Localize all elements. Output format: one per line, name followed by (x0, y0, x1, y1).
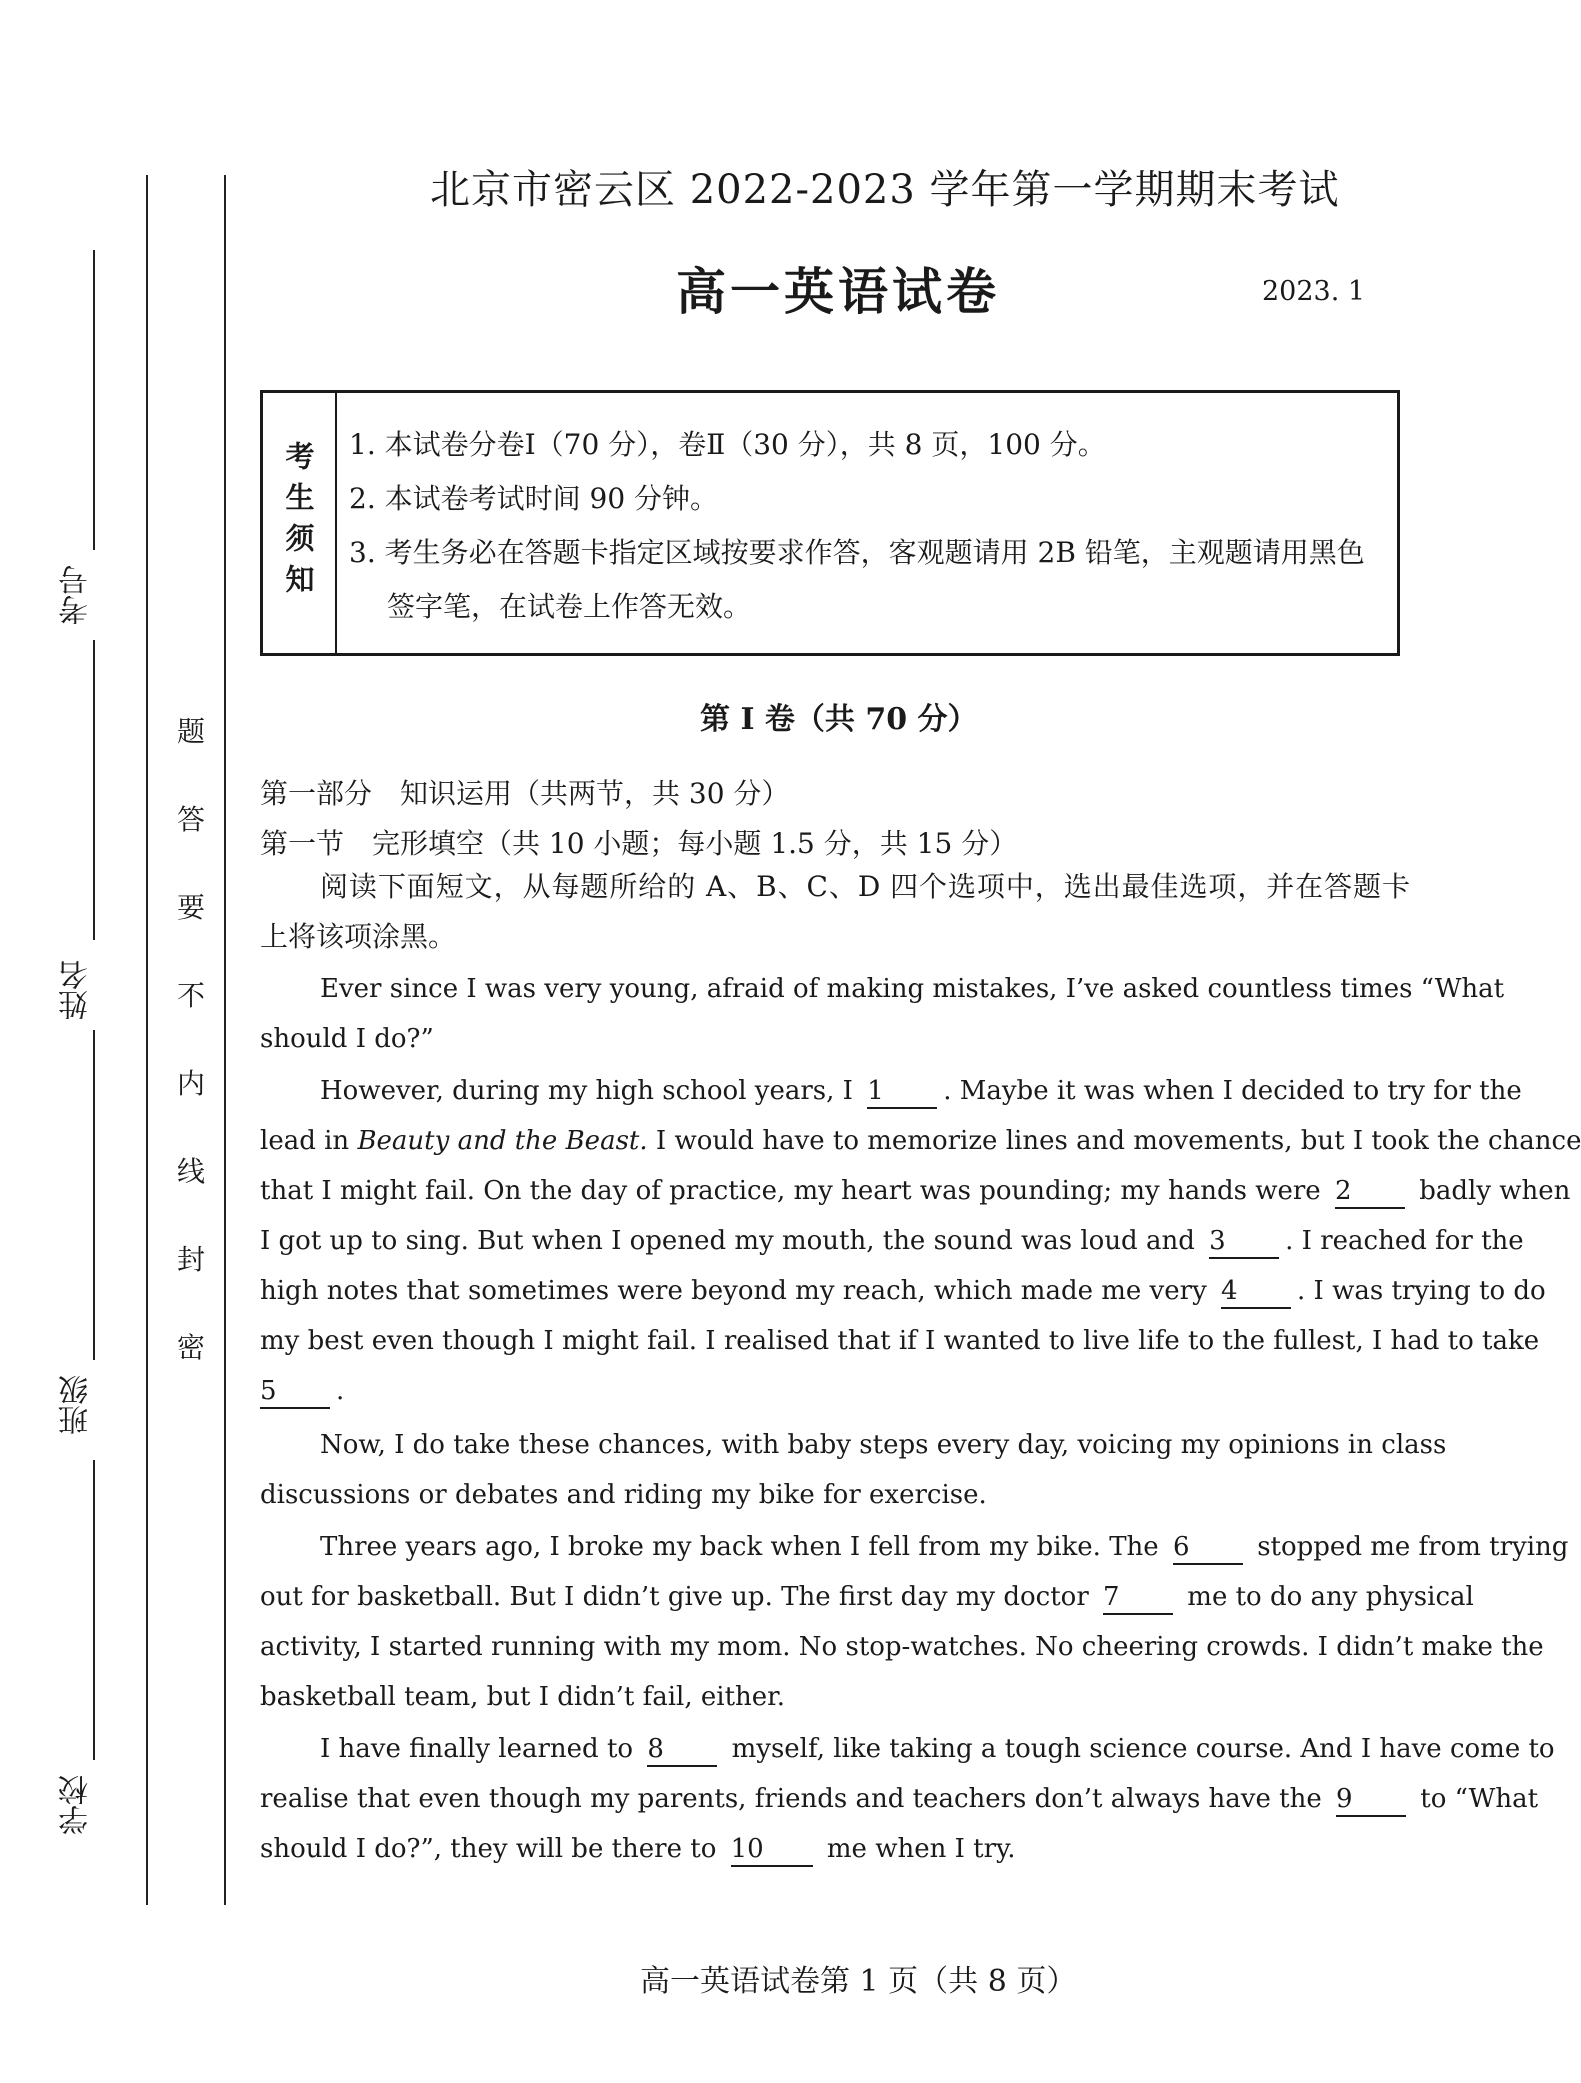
page-footer: 高一英语试卷第 1 页（共 8 页） (640, 1964, 1077, 1999)
text-line (260, 1116, 1581, 1166)
seal-char: 线 (177, 1155, 206, 1188)
text-line: Ever since I was very young, afraid of making mistakes, I’ve asked countless times “What (320, 974, 1505, 1004)
class-label: 班级 (59, 1375, 94, 1435)
blank-10[interactable]: 10 (731, 1833, 813, 1867)
blank-6[interactable]: 6 (1173, 1531, 1243, 1565)
text-segment: I have finally learned to (320, 1734, 634, 1764)
seal-char: 不 (177, 979, 206, 1012)
seal-char: 内 (177, 1067, 206, 1100)
passage-paragraph-3 (260, 1420, 1447, 1520)
school-label: 学校 (59, 1775, 94, 1835)
text-line (260, 1366, 1410, 1416)
seal-char: 答 (177, 803, 206, 836)
text-segment: I got up to sing. But when I opened my mouth, the sound was loud and (260, 1226, 1195, 1256)
text-line: 阅读下面短文，从每题所给的 A、B、C、D 四个选项中，选出最佳选项，并在答题卡 (320, 870, 1410, 903)
notice-heading: 考生须知 (281, 441, 316, 605)
name-rule (93, 640, 95, 940)
text-line (260, 1522, 1569, 1572)
exam-no-label: 考号 (59, 565, 94, 625)
text-segment: stopped me from trying (1257, 1532, 1569, 1562)
text-line (260, 1166, 1571, 1216)
work-title: Beauty and the Beast. (357, 1126, 648, 1156)
text-segment: myself, like taking a tough science course. And I have come to (731, 1734, 1555, 1764)
blank-4[interactable]: 4 (1221, 1275, 1291, 1309)
margin-line-inner (224, 175, 226, 1905)
class-rule (93, 1030, 95, 1360)
subpart-heading: 第一节 完形填空（共 10 小题；每小题 1.5 分，共 15 分） (260, 827, 1018, 860)
passage-paragraph-4 (260, 1522, 1569, 1722)
text-segment: However, during my high school years, I (320, 1076, 853, 1106)
seal-char: 题 (177, 715, 206, 748)
text-segment: that I might fail. On the day of practice, my heart was pounding; my hands were (260, 1176, 1321, 1206)
text-segment: me to do any physical (1187, 1582, 1474, 1612)
blank-5[interactable]: 5 (260, 1375, 330, 1409)
blank-8[interactable]: 8 (647, 1733, 717, 1767)
text-line (260, 1724, 1555, 1774)
text-line: discussions or debates and riding my bike for exercise. (260, 1480, 987, 1510)
exam-title: 北京市密云区 2022-2023 学年第一学期期末考试 (430, 167, 1340, 213)
notice-item: 3. 考生务必在答题卡指定区域按要求作答，客观题请用 2B 铅笔，主观题请用黑色 (349, 536, 1365, 569)
passage-paragraph-2 (260, 1066, 1581, 1416)
instructions (260, 862, 1410, 962)
notice-item: 2. 本试卷考试时间 90 分钟。 (349, 482, 719, 515)
notice-item: 1. 本试卷分卷Ⅰ（70 分），卷Ⅱ（30 分），共 8 页，100 分。 (349, 428, 1106, 461)
exam-no-rule (93, 250, 95, 550)
section-title: 第 I 卷（共 70 分） (700, 702, 978, 737)
notice-box (260, 390, 1400, 656)
text-line: basketball team, but I didn’t fail, either. (260, 1682, 786, 1712)
seal-char: 要 (177, 891, 206, 924)
text-segment: . (336, 1376, 345, 1406)
text-segment: . I was trying to do (1297, 1276, 1546, 1306)
text-line (260, 1216, 1524, 1266)
text-segment: badly when (1419, 1176, 1571, 1206)
text-line: should I do?” (260, 1024, 434, 1054)
seal-char: 密 (177, 1331, 206, 1364)
text-segment: out for basketball. But I didn’t give up. The first day my doctor (260, 1582, 1089, 1612)
text-segment: to “What (1420, 1784, 1539, 1814)
text-segment: me when I try. (826, 1834, 1016, 1864)
text-segment: should I do?”, they will be there to (260, 1834, 717, 1864)
seal-char: 封 (177, 1243, 206, 1276)
text-segment: Three years ago, I broke my back when I fell from my bike. The (320, 1532, 1159, 1562)
text-segment: . I reached for the (1285, 1226, 1524, 1256)
passage-paragraph-1 (260, 964, 1505, 1064)
text-line (260, 1774, 1539, 1824)
text-line (260, 1824, 1410, 1874)
name-label: 姓名 (59, 960, 94, 1020)
blank-9[interactable]: 9 (1336, 1783, 1406, 1817)
notice-item: 签字笔，在试卷上作答无效。 (387, 590, 752, 623)
text-line (260, 1066, 1522, 1116)
text-line (260, 1572, 1474, 1622)
blank-2[interactable]: 2 (1335, 1175, 1405, 1209)
blank-3[interactable]: 3 (1209, 1225, 1279, 1259)
text-line (260, 1266, 1546, 1316)
notice-heading-cell (263, 393, 337, 653)
exam-date: 2023. 1 (1262, 276, 1366, 307)
blank-7[interactable]: 7 (1103, 1581, 1173, 1615)
margin-line-outer (146, 175, 148, 1905)
text-segment: high notes that sometimes were beyond my reach, which made me very (260, 1276, 1207, 1306)
exam-subtitle: 高一英语试卷 (676, 262, 1000, 321)
text-line: my best even though I might fail. I realised that if I wanted to live life to the fullest, I had to take (260, 1326, 1540, 1356)
text-line: Now, I do take these chances, with baby steps every day, voicing my opinions in class (320, 1430, 1447, 1460)
text-segment: realise that even though my parents, friends and teachers don’t always have the (260, 1784, 1322, 1814)
text-segment: I would have to memorize lines and movements, but I took the chance (647, 1126, 1581, 1156)
text-segment: . Maybe it was when I decided to try for the (943, 1076, 1522, 1106)
school-rule (93, 1460, 95, 1760)
blank-1[interactable]: 1 (867, 1075, 937, 1109)
part-heading: 第一部分 知识运用（共两节，共 30 分） (260, 777, 790, 810)
text-segment: lead in (260, 1126, 358, 1156)
passage-paragraph-5 (260, 1724, 1555, 1874)
text-line: 上将该项涂黑。 (260, 920, 457, 953)
text-line: activity, I started running with my mom. No stop-watches. No cheering crowds. I didn’t make the (260, 1632, 1544, 1662)
